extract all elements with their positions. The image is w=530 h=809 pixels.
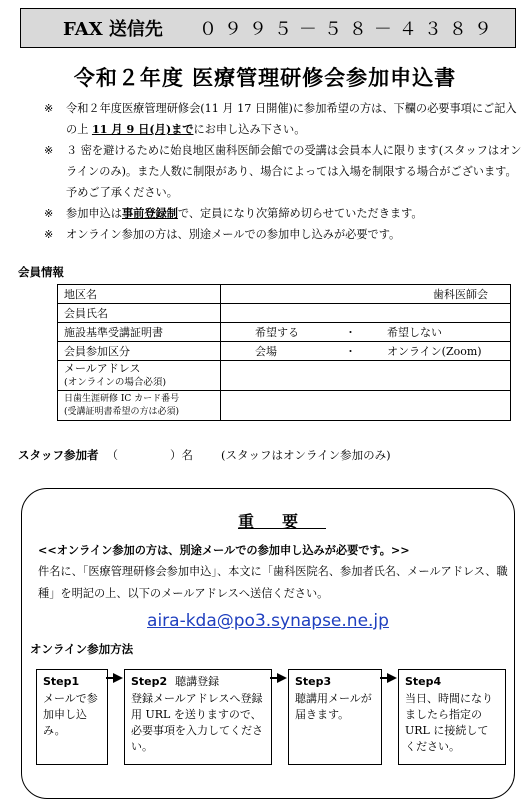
step-heading: Step3 [295,675,332,688]
staff-participants-row [18,447,391,463]
table-row [58,342,511,361]
note-item [44,224,524,245]
deadline-text: 11 月 9 日(月)まで [91,122,194,136]
pre-registration-text: 事前登録制 [121,206,178,220]
area-field[interactable] [221,285,511,304]
ic-card-label: 日歯生涯研修 IC カード番号 [64,393,180,404]
step-box-1 [36,669,108,765]
separator-dot: ・ [345,326,356,339]
important-title: 重要 [237,512,326,531]
note-mark: ※ [44,102,54,115]
note-text: オンライン参加の方は、別途メールでの参加申し込みが必要です。 [66,228,401,241]
step-text: 当日、時間になりましたら指定の URL に接続してください。 [405,692,493,753]
step-heading: Step4 [405,675,442,688]
certificate-option-yes[interactable]: 希望する [255,326,299,339]
note-text: 令和２年度医療管理研修会(11 月 17 日開催)に参加希望の方は、下欄の必要事項にご記入の上 [66,102,517,136]
ic-card-field[interactable] [221,391,511,421]
table-row [58,285,511,304]
table-row [58,361,511,391]
staff-close-paren: ）名 [170,448,193,462]
staff-note: (スタッフはオンライン参加のみ) [221,448,391,462]
staff-label: スタッフ参加者 [18,448,99,462]
step-subheading: 聴講登録 [175,675,220,688]
separator-dot: ・ [345,345,356,358]
participation-type-label: 会員参加区分 [58,342,221,361]
table-row [58,323,511,342]
participation-option-venue[interactable]: 会場 [255,345,277,358]
arrow-right-icon [387,673,397,683]
online-method-heading: オンライン参加方法 [30,642,134,656]
note-text: 参加申込は [66,207,122,220]
arrow-right-icon [277,673,287,683]
certificate-option-no[interactable]: 希望しない [387,326,442,339]
table-row [58,304,511,323]
step-text: メールで参加申し込み。 [43,692,98,737]
member-name-label: 会員氏名 [58,304,221,323]
certificate-options [221,323,511,342]
member-info-table [57,284,511,421]
step-box-3 [288,669,382,765]
form-title: 令和２年度 医療管理研修会参加申込書 [73,65,457,90]
important-bold-line: <<オンライン参加の方は、別途メールでの参加申し込みが必要です。>> [38,543,410,557]
note-mark: ※ [44,144,54,157]
participation-option-online[interactable]: オンライン(Zoom) [387,345,482,358]
note-item [44,98,524,140]
email-label-cell [58,361,221,391]
ic-card-label-cell [58,391,221,421]
participation-type-options [221,342,511,361]
arrow-right-icon [113,673,123,683]
table-row [58,391,511,421]
step-box-4 [398,669,506,765]
fax-number: ０９９５－５８－４３８９ [198,19,499,40]
email-address-link[interactable]: aira-kda@po3.synapse.ne.jp [147,611,389,631]
area-label: 地区名 [58,285,221,304]
step-heading: Step2 [131,675,168,688]
member-info-heading: 会員情報 [18,265,64,279]
staff-open-paren: （ [106,448,118,462]
email-label: メールアドレス [64,362,141,375]
email-field[interactable] [221,361,511,391]
member-name-field[interactable] [221,304,511,323]
note-text: で、定員になり次第締め切らせていただきます。 [177,207,423,220]
step-heading: Step1 [43,675,80,688]
step-text: 登録メールアドレスへ登録用 URL を送りますので、必要事項を入力してください。 [131,692,263,753]
important-instructions: 件名に、「医療管理研修会参加申込」、本文に「歯科医院名、参加者氏名、メールアドレス、職種」を明記の上、以下のメールアドレスへ送信ください。 [38,565,508,600]
note-mark: ※ [44,228,54,241]
note-item [44,203,524,224]
email-required-note: (オンラインの場合必須) [64,377,167,388]
step-box-2 [124,669,272,765]
important-notice-box [21,488,515,799]
note-item [44,140,524,203]
note-mark: ※ [44,207,54,220]
note-text: にお申し込み下さい。 [193,123,306,136]
staff-count-field[interactable] [118,447,170,463]
ic-card-required-note: (受講証明書希望の方は必須) [64,406,180,417]
certificate-label: 施設基準受講証明書 [58,323,221,342]
area-suffix: 歯科医師会 [433,288,488,301]
fax-destination-box [20,8,516,48]
step-text: 聴講用メールが届きます。 [295,692,372,721]
notes-section [44,98,524,245]
note-text: ３ 密を避けるために始良地区歯科医師会館での受講は会員本人に限ります(スタッフはオンラインのみ)。また人数に制限があり、場合によっては入場を制限する場合がございます。予めご了承ください。 [66,144,522,199]
fax-label: FAX 送信先 [63,19,163,40]
